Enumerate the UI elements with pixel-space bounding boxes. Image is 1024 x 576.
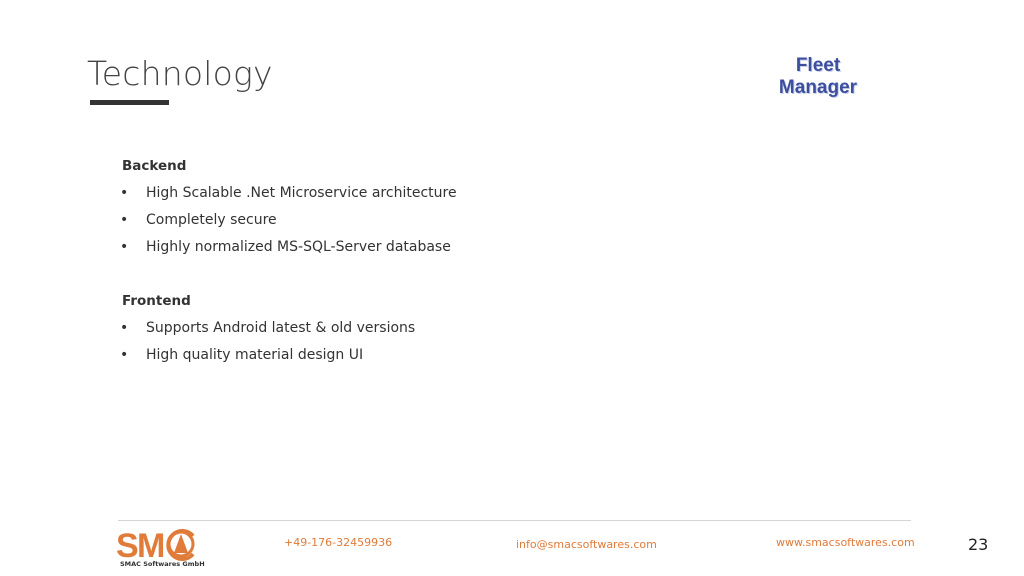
bullet-text: High quality material design UI: [146, 347, 364, 363]
bullet-item: [120, 212, 277, 228]
bullet-glyph: •: [120, 185, 129, 201]
bullet-glyph: •: [120, 212, 129, 228]
slide-title: Technology: [87, 54, 273, 93]
footer-email[interactable]: info@smacsoftwares.com: [516, 538, 657, 551]
bullet-glyph: •: [120, 320, 129, 336]
bullet-text: High Scalable .Net Microservice architecture: [146, 185, 457, 201]
title-underline: [90, 100, 169, 105]
bullet-item: [120, 185, 457, 201]
bullet-item: [120, 347, 363, 363]
bullet-text: Highly normalized MS-SQL-Server database: [146, 239, 451, 255]
bullet-glyph: •: [120, 239, 129, 255]
section-heading-frontend: Frontend: [122, 293, 191, 309]
footer-phone: +49-176-32459936: [284, 536, 393, 549]
footer-divider: [118, 520, 911, 521]
brand-line-1: Fleet: [795, 55, 841, 76]
brand-line-2: Manager: [778, 77, 858, 98]
logo-subtitle: SMAC Softwares GmbH: [120, 560, 205, 568]
section-heading-backend: Backend: [122, 158, 187, 174]
page-number: 23: [968, 535, 989, 554]
bullet-text: Completely secure: [146, 212, 277, 228]
bullet-glyph: •: [120, 347, 129, 363]
svg-text:S: S: [116, 527, 138, 565]
bullet-item: [120, 239, 451, 255]
bullet-text: Supports Android latest & old versions: [146, 320, 416, 336]
svg-text:M: M: [137, 527, 165, 565]
bullet-item: [120, 320, 415, 336]
footer-website[interactable]: www.smacsoftwares.com: [776, 536, 915, 549]
brand-label: [770, 55, 866, 99]
